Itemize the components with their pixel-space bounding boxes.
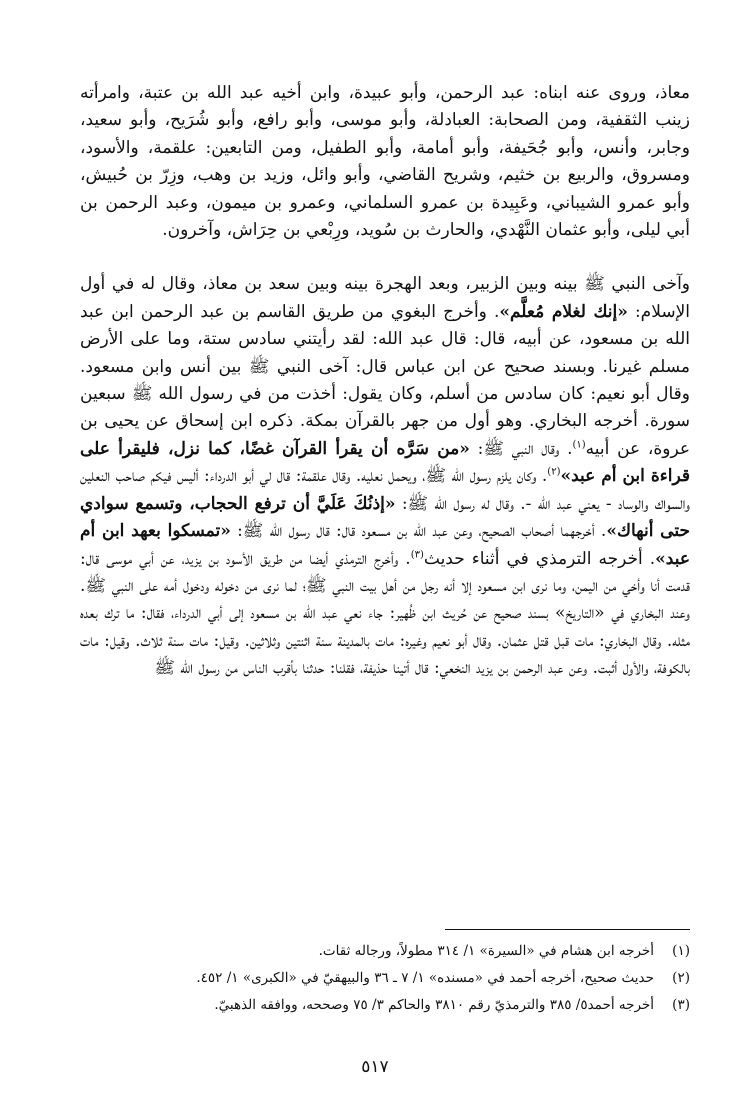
hadith-quote: «إنك لغلام مُعلَّم» xyxy=(499,301,628,322)
footnote-number: (٢) xyxy=(672,970,690,986)
paragraph-narrators xyxy=(80,80,690,244)
footnote-text: حديث صحيح، أخرجه أحمد في «مسنده» ١/ ٧ ـ ٣٦ والبيهقيّ في «الكبرى» ١/ ٤٥٢. xyxy=(196,970,654,986)
text-run: معاذ، وروى عنه ابناه: عبد الرحمن، وأبو عبيدة، وابن أخيه عبد الله بن عتبة، وامرأته زينب الثقفية، ومن الصحابة: العبادلة، وأبو موسى، وأبو رافع، وأبو شُرَيح، وأبو سعيد، وجابر، وأنس، وأبو جُحَيفة، وأبو أمامة، وأبو الطفيل، ومن التابعين: علقمة، والأسود، ومسروق، والربيع بن خثيم، وشريح القاضي، وأبو وائل، وزيد بن وهب، وزِرّ بن حُبيش، وأبو عمرو الشيباني، وعَبِيدة بن عمرو السلماني، وعمرو بن ميمون، وعبد الرحمن بن أبي ليلى، وأبو عثمان النَّهْدي، والحارث بن سُويد، ورِبْعي بن حِرَاش، وآخرون. xyxy=(80,83,690,241)
footnotes xyxy=(80,938,690,1019)
footnote-ref: (١) xyxy=(572,439,586,451)
text-run: وآخى النبي ﷺ بينه وبين الزبير، وبعد الهجرة بينه وبين سعد بن معاذ، وقال له في أول الإسلام: xyxy=(80,274,691,322)
footnote-text: أخرجه ابن هشام في «السيرة» ١/ ٣١٤ مطولاً، ورجاله ثقات. xyxy=(318,943,654,959)
text-run: . وكان يلزم رسول الله ﷺ، ويحمل نعليه. وقال علقمة: قال لي أبو الدرداء: أليس فيكم صاحب النعلين والسواك والوساد - يعني عبد الله -. وقال له رسول الله ﷺ: xyxy=(80,466,690,514)
footnote-text: أخرجه أحمد٥/ ٣٨٥ والترمذيّ رقم ٣٨١٠ والحاكم ٣/ ٧٥ وصححه، ووافقه الذهبيّ. xyxy=(214,997,654,1013)
footnote-number: (٣) xyxy=(672,997,690,1013)
page-number: ٥١٧ xyxy=(361,1057,389,1077)
main-text xyxy=(80,80,690,683)
footnote xyxy=(80,965,690,992)
text-run: . وأخرج البغوي من طريق القاسم بن عبد الرحمن ابن عبد الله بن مسعود، عن أبيه، قال: قال عبد الله: لقد رأيتني سادس ستة، وما على الأرض مسلم غيرنا. وبسند صحيح عن ابن عباس قال: آخى النبي ﷺ بين أنس وابن مسعود. وقال أبو نعيم: كان سادس من أسلم، وكان يقول: أخذت من في رسول الله ﷺ سبعين سورة. أخرجه البخاري. وهو أول من جهر بالقرآن بمكة. ذكره ابن إسحاق عن يحيى بن عروة، عن أبيه xyxy=(80,301,691,459)
paragraph-biography xyxy=(80,271,690,682)
hadith-quote: «تمسكوا بعهد ابن أم عبد» xyxy=(80,521,690,569)
hadith-quote: «إذنُكَ عَلَيَّ أن ترفع الحجاب، وتسمع سوادي حتى أنهاك» xyxy=(80,493,690,542)
footnote-ref: (٣) xyxy=(410,548,424,560)
footnote xyxy=(80,992,690,1019)
hadith-quote: «من سَرَّه أن يقرأ القرآن غضًا، كما نزل، فليقرأ على قراءة ابن أم عبد» xyxy=(80,438,690,487)
text-run: . أخرجهما أصحاب الصحيح، وعن عبد الله بن مسعود قال: قال رسول الله ﷺ: xyxy=(230,521,607,542)
footnote xyxy=(80,938,690,965)
footnote-number: (١) xyxy=(672,943,690,959)
text-run: . وقال النبي ﷺ: xyxy=(469,438,573,459)
footnote-ref: (٢) xyxy=(547,466,561,478)
footnote-divider xyxy=(445,929,690,930)
text-run: . أخرجه الترمذي في أثناء حديث xyxy=(423,548,656,569)
text-run: . وأخرج الترمذي أيضا من طريق الأسود بن يزيد، عن أبي موسى قال: قدمت أنا وأخي من اليمن، وما نرى ابن مسعود إلا أنه رجل من أهل بيت النبي ﷺ؛ لما نرى من دخوله ودخول أمه على النبي ﷺ. وعند البخاري في «التاريخ» بسند صحيح عن حُريث ابن ظُهير: جاء نعي عبد الله بن مسعود إلى أبي الدرداء، فقال: ما ترك بعده مثله. وقال البخاري: مات قبل قتل عثمان. وقال أبو نعيم وغيره: مات بالمدينة سنة اثنتين وثلاثين. وقيل: مات سنة ثلاث. وقيل: مات بالكوفة، والأول أثبت. وعن عبد الرحمن بن يزيد النخعي: قال أتينا حذيفة، فقلنا: حدثنا بأقرب الناس من رسول الله ﷺ xyxy=(80,548,690,679)
